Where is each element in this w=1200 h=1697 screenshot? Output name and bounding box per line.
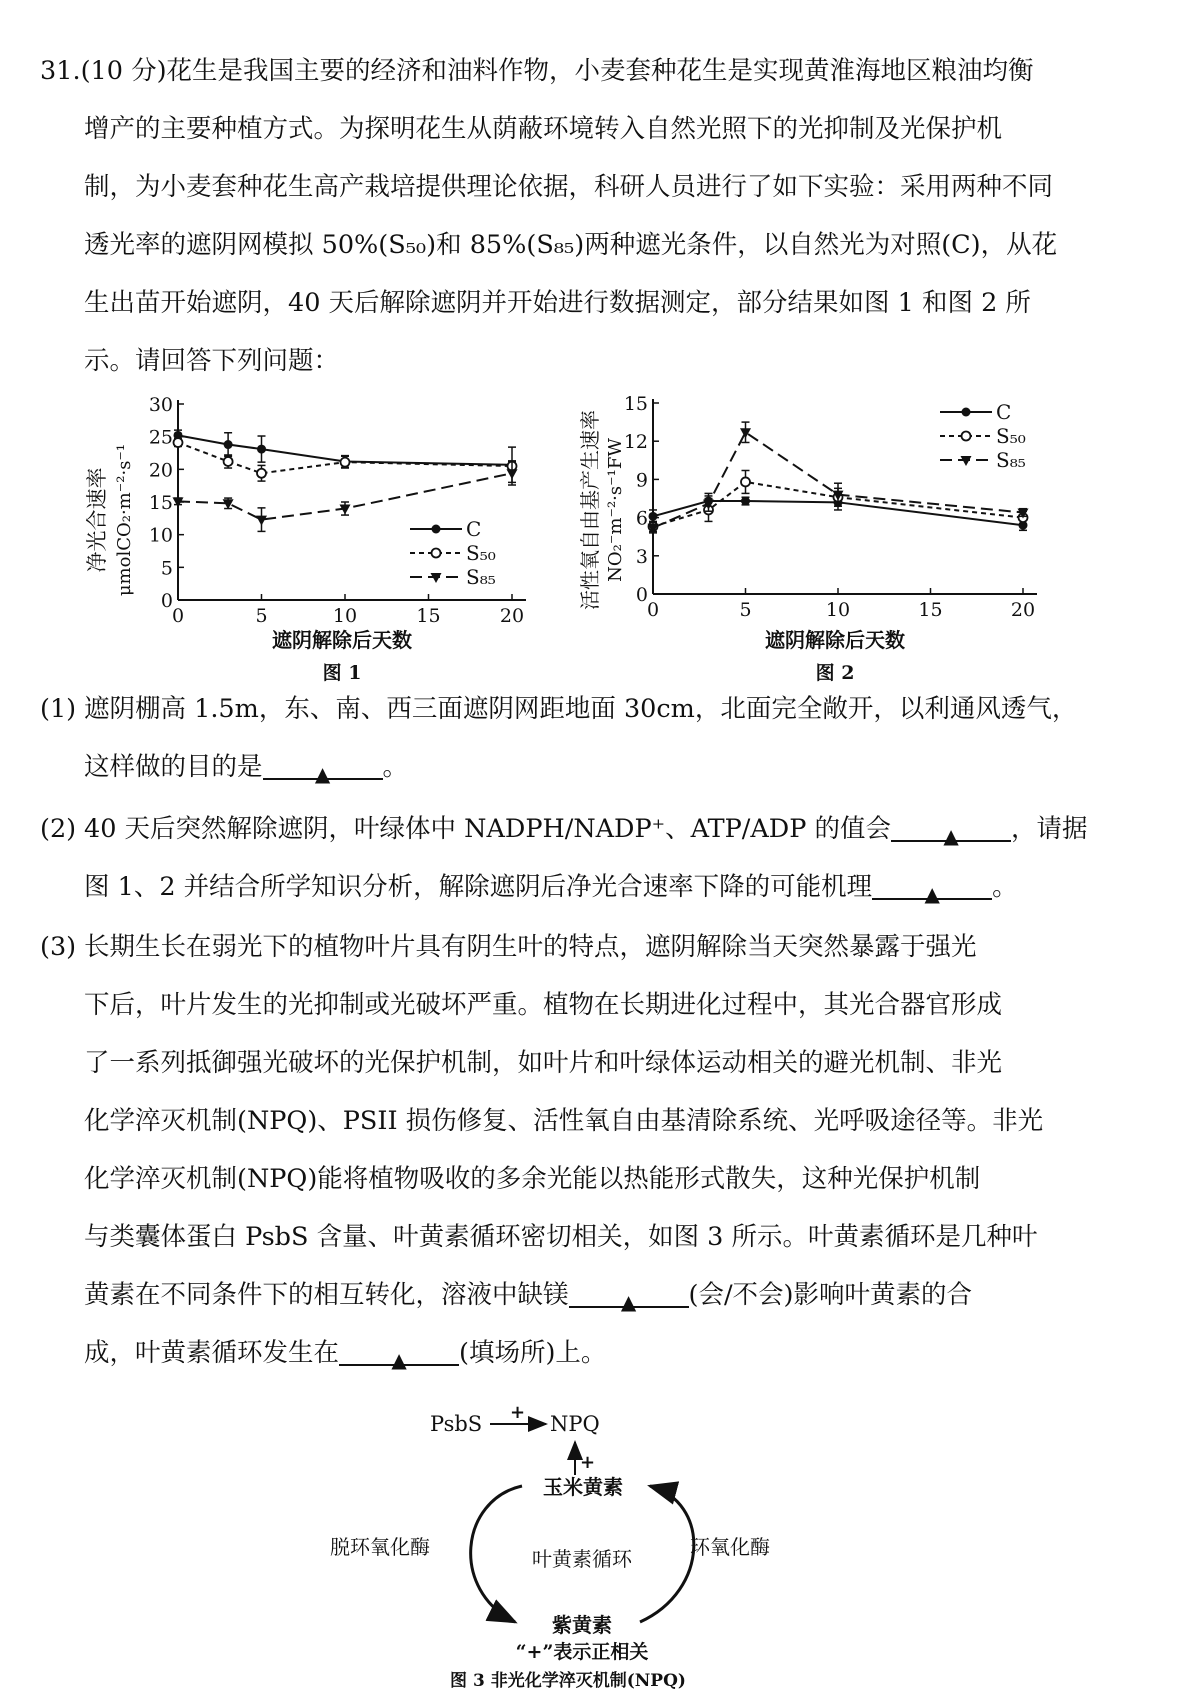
blank-triangle-icon: ▲	[314, 762, 331, 786]
fig1-xlabel: 遮阴解除后天数	[272, 628, 412, 652]
fig1-ylabel-line2: μmolCO₂·m⁻²·s⁻¹	[114, 443, 135, 597]
fig1-y-tick-label: 15	[148, 492, 173, 514]
fig2-y-tick-label: 3	[635, 545, 648, 568]
fig1-x-tick-label: 15	[416, 605, 441, 627]
q2-line1-pre: 40 天后突然解除遮阴，叶绿体中 NADPH/NADP⁺、ATP/ADP 的值会	[84, 814, 892, 844]
fig2-x-tick-label: 0	[646, 599, 660, 621]
fig2-x-tick-label: 15	[918, 599, 943, 621]
fig1-legend-label-1: S₅₀	[466, 541, 496, 565]
q2-answer-blank-2[interactable]	[872, 864, 992, 906]
positive-correlation-note: “+”表示正相关	[515, 1641, 649, 1663]
q3-line7-pre: 黄素在不同条件下的相互转化，溶液中缺镁	[84, 1280, 569, 1310]
intro-line-5: 生出苗开始遮阴，40 天后解除遮阴并开始进行数据测定，部分结果如图 1 和图 2 所	[84, 288, 1031, 318]
fig2-y-tick-label: 9	[635, 469, 648, 492]
fig2-point	[740, 428, 751, 438]
fig1-x-tick-label: 5	[255, 605, 268, 627]
fig2-y-tick-label: 6	[635, 507, 648, 530]
fig1-point	[257, 469, 266, 478]
fig1-x-tick-label: 20	[499, 605, 525, 627]
intro-line-1: 花生是我国主要的经济和油料作物，小麦套种花生是实现黄淮海地区粮油均衡	[166, 56, 1034, 86]
blank-triangle-icon: ▲	[924, 882, 940, 906]
psbs-npq-plus-sign: +	[510, 1402, 526, 1423]
q2-line2-pre: 图 1、2 并结合所学知识分析，解除遮阴后净光合速率下降的可能机理	[84, 872, 873, 902]
q2-line2-post: 。	[992, 872, 1018, 902]
zeaxanthin-npq-plus-sign: +	[580, 1452, 596, 1473]
q3-line4: 化学淬灭机制(NPQ)、PSII 损伤修复、活性氧自由基清除系统、光呼吸途径等。非光	[84, 1106, 1044, 1136]
fig1-x-tick-label: 0	[171, 605, 185, 627]
q2-number: (2)	[40, 814, 77, 844]
fig1-point	[256, 516, 267, 526]
fig1-point	[341, 458, 350, 467]
fig1-ylabel-line1: 净光合速率	[85, 467, 109, 573]
q3-line5: 化学淬灭机制(NPQ)能将植物吸收的多余光能以热能形式散失，这种光保护机制	[84, 1164, 981, 1194]
intro-line-4: 透光率的遮阴网模拟 50%(S₅₀)和 85%(S₈₅)两种遮光条件，以自然光为对照(C)，从花	[84, 230, 1058, 260]
fig2-legend-marker-0	[962, 408, 971, 417]
fig1-point	[257, 445, 266, 454]
intro-line-6: 示。请回答下列问题：	[84, 346, 340, 376]
q1-line2-post: 。	[382, 752, 409, 782]
psbs-label: PsbS	[430, 1412, 483, 1436]
fig2-ylabel-line1: 活性氧自由基产生速率	[578, 410, 602, 610]
fig2-x-tick-label: 5	[739, 599, 752, 621]
npq-label: NPQ	[550, 1412, 600, 1436]
fig1-legend-label-0: C	[466, 517, 482, 541]
epoxidase-label: 环氧化酶	[690, 1535, 770, 1559]
q3-line1: 长期生长在弱光下的植物叶片具有阴生叶的特点，遮阴解除当天突然暴露于强光	[84, 932, 977, 962]
blank-triangle-icon: ▲	[943, 824, 959, 848]
figure-3-caption: 图 3 非光化学淬灭机制(NPQ)	[450, 1671, 686, 1690]
de-epoxidase-label: 脱环氧化酶	[330, 1535, 430, 1559]
fig1-legend-marker-1	[432, 549, 441, 558]
fig2-xlabel: 遮阴解除后天数	[765, 628, 905, 652]
q3-number: (3)	[40, 932, 77, 962]
fig2-ylabel-line2: NO₂⁻m⁻²·s⁻¹FW	[605, 438, 626, 582]
fig1-x-tick-label: 10	[332, 605, 358, 627]
fig1-y-tick-label: 0	[160, 590, 173, 612]
q1-number: (1)	[40, 694, 77, 724]
fig2-legend-marker-1	[962, 432, 971, 441]
fig1-point	[224, 457, 233, 466]
q3-line6: 与类囊体蛋白 PsbS 含量、叶黄素循环密切相关，如图 3 所示。叶黄素循环是几种叶	[84, 1222, 1038, 1252]
fig1-ylabel	[85, 444, 135, 596]
q3-line2: 下后，叶片发生的光抑制或光破坏严重。植物在长期进化过程中，其光合器官形成	[84, 990, 1003, 1020]
q1-answer-blank[interactable]	[263, 744, 383, 786]
fig2-legend-label-1: S₅₀	[996, 424, 1026, 448]
q2-answer-blank-1[interactable]	[891, 806, 1011, 848]
q1-line2-pre: 这样做的目的是	[84, 752, 263, 782]
q3-line8-pre: 成，叶黄素循环发生在	[84, 1338, 340, 1368]
fig2-point	[741, 477, 750, 486]
figure-3-diagram	[300, 1390, 900, 1690]
violaxanthin-label: 紫黄素	[552, 1613, 612, 1637]
q2-line1-post: ，请据	[1011, 814, 1088, 844]
question-score: (10 分)	[80, 56, 167, 86]
fig2-point	[741, 497, 750, 506]
cycle-center-label: 叶黄素循环	[532, 1547, 632, 1571]
q3-line3: 了一系列抵御强光破坏的光保护机制，如叶片和叶绿体运动相关的避光机制、非光	[84, 1048, 1003, 1078]
zeaxanthin-label: 玉米黄素	[543, 1475, 623, 1499]
fig2-y-tick-label: 0	[635, 584, 648, 606]
fig1-legend-label-2: S₈₅	[466, 565, 496, 589]
fig2-legend-label-0: C	[996, 400, 1012, 424]
fig2-x-tick-label: 10	[825, 599, 851, 621]
cycle-right-arc-arrow	[640, 1486, 694, 1622]
intro-line-2: 增产的主要种植方式。为探明花生从荫蔽环境转入自然光照下的光抑制及光保护机	[84, 114, 1003, 144]
q3-answer-blank-1[interactable]	[569, 1272, 689, 1314]
cycle-left-arc-arrow	[471, 1486, 522, 1622]
fig2-x-tick-label: 20	[1010, 599, 1036, 621]
fig1-y-tick-label: 10	[148, 524, 173, 547]
fig2-ylabel	[578, 410, 626, 610]
fig1-point	[507, 469, 518, 479]
question-number: 31.	[40, 56, 81, 86]
fig1-y-tick-label: 25	[148, 426, 173, 449]
fig2-point	[649, 512, 658, 521]
fig1-point	[224, 440, 233, 449]
intro-line-3: 制，为小麦套种花生高产栽培提供理论依据，科研人员进行了如下实验：采用两种不同	[84, 172, 1054, 202]
fig2-legend-label-2: S₈₅	[996, 448, 1026, 472]
q1-line1: 遮阴棚高 1.5m，东、南、西三面遮阴网距地面 30cm，北面完全敞开，以利通风透气，	[84, 694, 1078, 724]
fig2-y-tick-label: 15	[623, 395, 648, 415]
blank-triangle-icon: ▲	[391, 1348, 407, 1372]
q3-line7-post: (会/不会)影响叶黄素的合	[688, 1280, 973, 1310]
blank-triangle-icon: ▲	[620, 1290, 637, 1314]
fig1-legend-marker-0	[432, 525, 441, 534]
fig1-figure-label: 图 1	[322, 662, 362, 684]
fig1-y-tick-label: 5	[160, 557, 173, 580]
q3-line8-post: (填场所)上。	[459, 1338, 607, 1368]
fig1-y-tick-label: 20	[148, 459, 173, 482]
fig2-figure-label: 图 2	[815, 662, 855, 684]
fig1-point	[174, 438, 183, 447]
q3-answer-blank-2[interactable]	[339, 1330, 459, 1372]
fig2-y-tick-label: 12	[623, 431, 648, 454]
fig1-y-tick-label: 30	[148, 395, 173, 416]
